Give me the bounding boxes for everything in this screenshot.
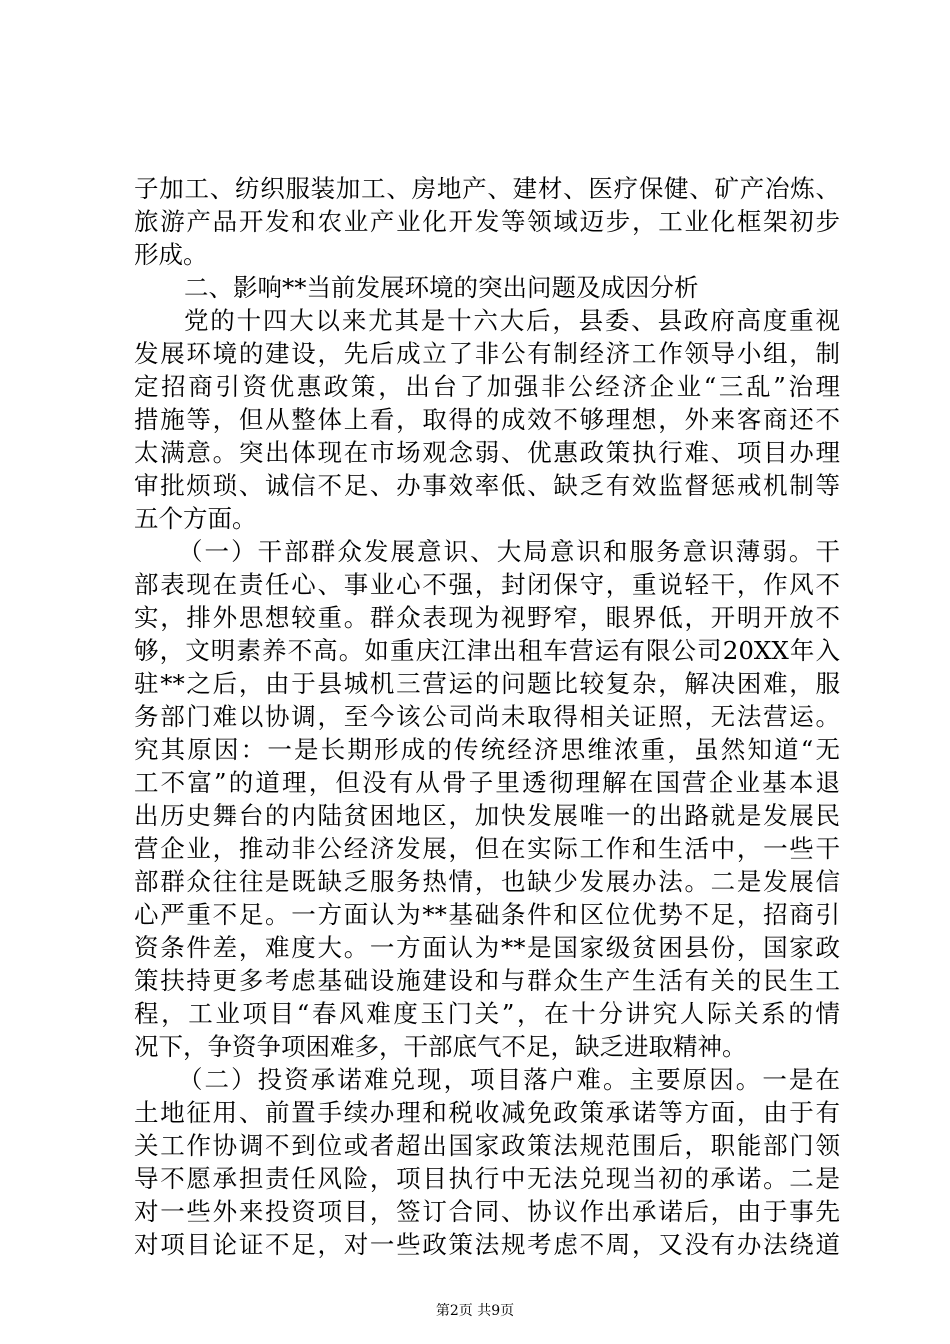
text-line: 定招商引资优惠政策，出台了加强非公经济企业“三乱”治理 (134, 372, 840, 401)
text-line: 驻**之后，由于县城机三营运的问题比较复杂，解决困难，服 (134, 669, 840, 698)
text-line: 对项目论证不足，对一些政策法规考虑不周，又没有办法绕道 (134, 1230, 840, 1259)
text-line: 策扶持更多考虑基础设施建设和与群众生产生活有关的民生工 (134, 966, 840, 995)
text-line: 发展环境的建设，先后成立了非公有制经济工作领导小组，制 (134, 339, 840, 368)
text-line: 资条件差，难度大。一方面认为**是国家级贫困县份，国家政 (134, 933, 840, 962)
text-line: 措施等，但从整体上看，取得的成效不够理想，外来客商还不 (134, 405, 840, 434)
text-line: 对一些外来投资项目，签订合同、协议作出承诺后，由于事先 (134, 1197, 840, 1226)
text-line: 况下，争资争项困难多，干部底气不足，缺乏进取精神。 (134, 1032, 747, 1061)
text-line: 审批烦琐、诚信不足、办事效率低、缺乏有效监督惩戒机制等 (134, 471, 840, 500)
text-line: 心严重不足。一方面认为**基础条件和区位优势不足，招商引 (134, 900, 840, 929)
text-line: 旅游产品开发和农业产业化开发等领域迈步，工业化框架初步 (134, 207, 840, 236)
text-line: 营企业，推动非公经济发展，但在实际工作和生活中，一些干 (134, 834, 840, 863)
text-line: 导不愿承担责任风险，项目执行中无法兑现当初的承诺。二是 (134, 1164, 840, 1193)
text-line: 部群众往往是既缺乏服务热情，也缺少发展办法。二是发展信 (134, 867, 840, 896)
section-heading: 二、影响**当前发展环境的突出问题及成因分析 (184, 273, 699, 302)
document-body (134, 172, 840, 1261)
paragraph-first-line: 党的十四大以来尤其是十六大后，县委、县政府高度重视 (184, 306, 840, 335)
text-line: 工不富”的道理，但没有从骨子里透彻理解在国营企业基本退 (134, 768, 840, 797)
text-line: 关工作协调不到位或者超出国家政策法规范围后，职能部门领 (134, 1131, 840, 1160)
text-line: 五个方面。 (134, 504, 257, 533)
text-line: 子加工、纺织服装加工、房地产、建材、医疗保健、矿产冶炼、 (134, 174, 840, 203)
text-line: 务部门难以协调，至今该公司尚未取得相关证照，无法营运。 (134, 702, 840, 731)
text-line: 形成。 (134, 240, 208, 269)
subsection-heading: （二）投资承诺难兑现，项目落户难。主要原因。一是在 (178, 1065, 840, 1094)
text-line: 够，文明素养不高。如重庆江津出租车营运有限公司20XX年入 (134, 636, 840, 665)
subsection-heading: （一）干部群众发展意识、大局意识和服务意识薄弱。干 (178, 537, 840, 566)
text-line: 太满意。突出体现在市场观念弱、优惠政策执行难、项目办理 (134, 438, 840, 467)
text-line: 究其原因：一是长期形成的传统经济思维浓重，虽然知道“无 (134, 735, 840, 764)
text-line: 部表现在责任心、事业心不强，封闭保守，重说轻干，作风不 (134, 570, 840, 599)
text-line: 实，排外思想较重。群众表现为视野窄，眼界低，开明开放不 (134, 603, 840, 632)
text-line: 出历史舞台的内陆贫困地区，加快发展唯一的出路就是发展民 (134, 801, 840, 830)
text-line: 土地征用、前置手续办理和税收减免政策承诺等方面，由于有 (134, 1098, 840, 1127)
text-line: 程，工业项目“春风难度玉门关”，在十分讲究人际关系的情 (134, 999, 840, 1028)
page-footer: 第2页 共9页 (435, 1303, 515, 1319)
